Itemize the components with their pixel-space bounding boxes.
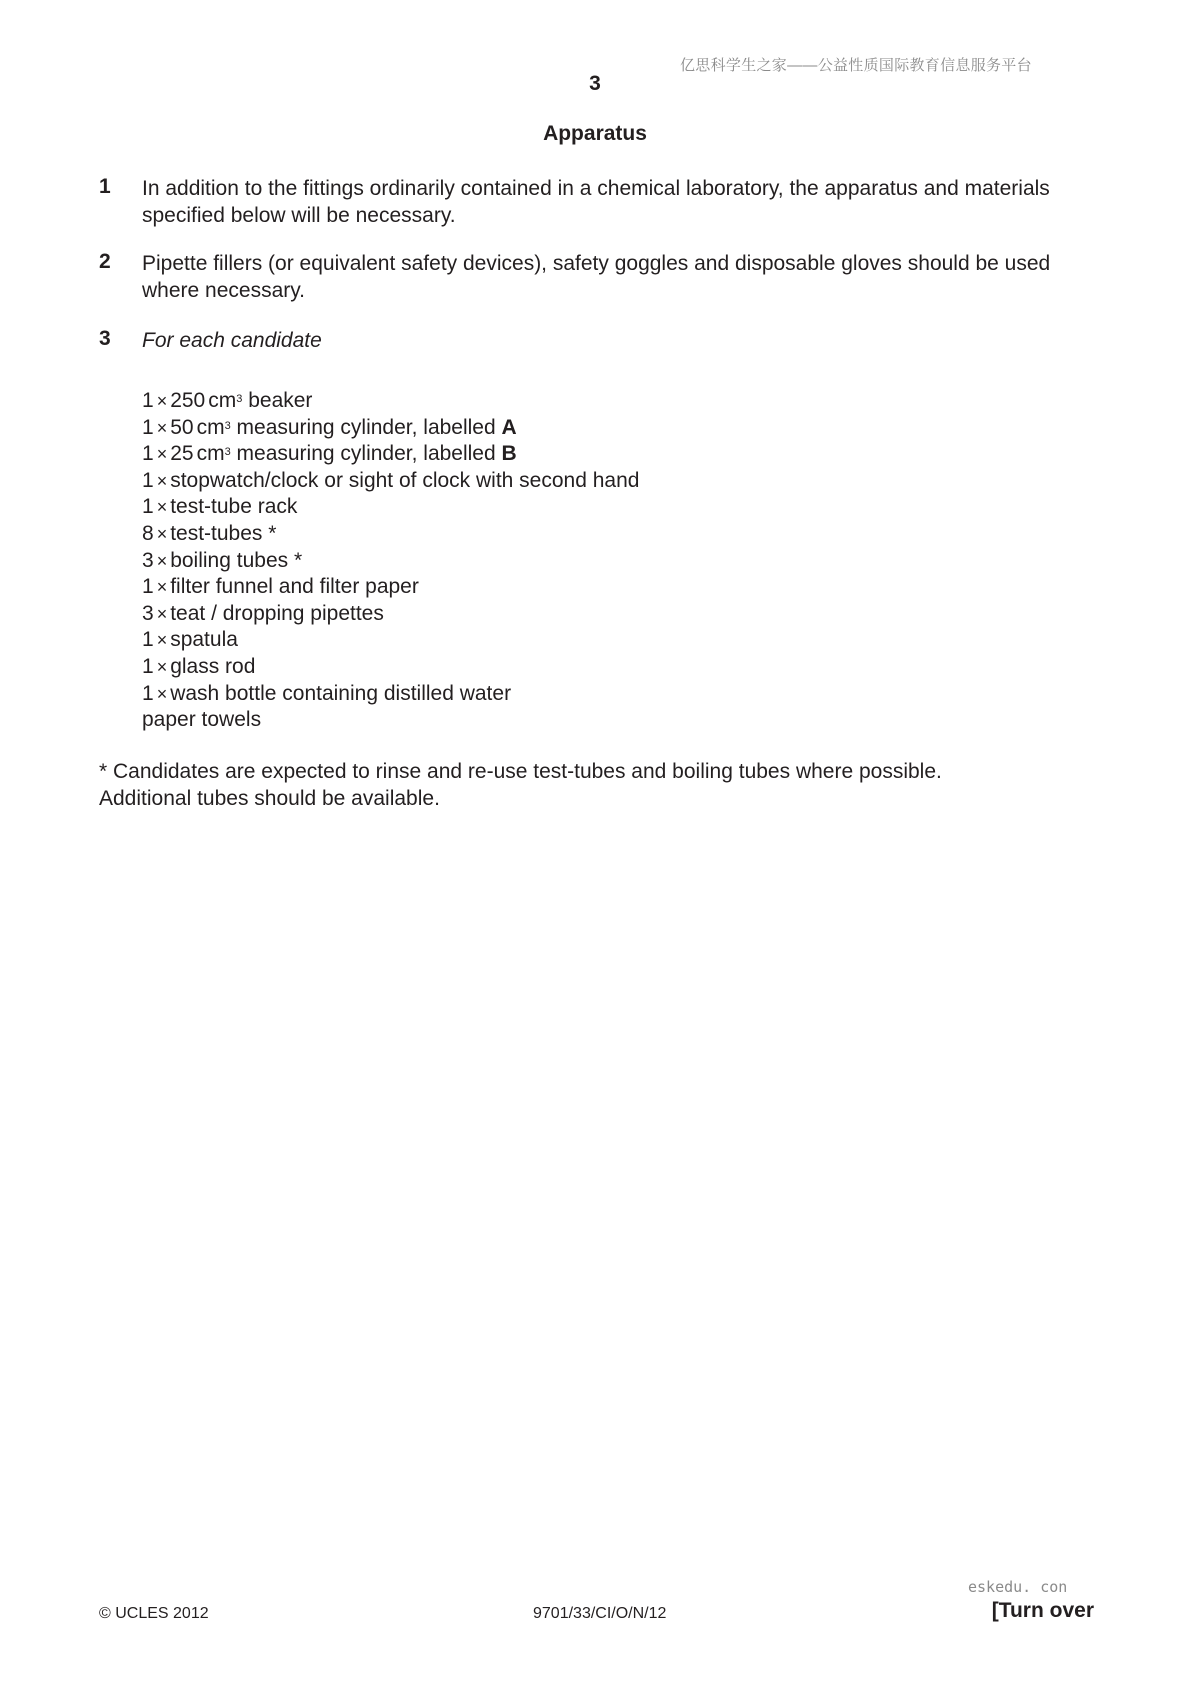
paragraph-number-2: 2 [99,250,111,273]
list-item: 1 × stopwatch/clock or sight of clock with second hand [142,468,640,492]
note-line-2: Additional tubes should be available. [99,787,440,810]
list-item: 3 × teat / dropping pipettes [142,601,384,625]
paper-code: 9701/33/CI/O/N/12 [533,1605,667,1622]
list-item: 1 × 50 $cm^3$ measuring cylinder, labelled A [142,415,517,439]
list-item: 8 × test-tubes * [142,521,277,545]
page-number: 3 [589,72,601,95]
paragraph-3: For each candidate [142,329,322,352]
note-line-1: * Candidates are expected to rinse and re-use test-tubes and boiling tubes where possible. [99,760,942,783]
list-item: 1 × wash bottle containing distilled water [142,681,512,705]
paragraph-1: In addition to the fittings ordinarily contained in a chemical laboratory, the apparatus and materials specified below will be necessary. [142,177,1050,227]
list-item: 1 × 25 $cm^3$ measuring cylinder, labelled B [142,442,517,466]
page-title: Apparatus [543,122,647,145]
apparatus-list [142,388,639,734]
copyright: © UCLES 2012 [99,1605,209,1622]
list-item: 3 × boiling tubes * [142,548,303,572]
list-item: 1 × 250 $cm^3$ beaker [142,389,313,412]
paragraph-2: Pipette fillers (or equivalent safety devices), safety goggles and disposable gloves should be used where necessary. [142,252,1051,302]
note [99,758,942,812]
list-item: 1 × filter funnel and filter paper [142,575,419,599]
site-watermark: eskedu. con [968,1578,1068,1596]
paragraph-number-3: 3 [99,327,111,350]
watermark-text: 亿思科学生之家——公益性质国际教育信息服务平台 [680,57,1032,74]
list-item: 1 × spatula [142,628,238,652]
list-item: paper towels [142,708,262,732]
list-item: 1 × glass rod [142,654,256,678]
turn-over: [Turn over [991,1599,1094,1622]
list-item: 1 × test-tube rack [142,495,298,519]
paragraph-number-1: 1 [99,175,111,198]
